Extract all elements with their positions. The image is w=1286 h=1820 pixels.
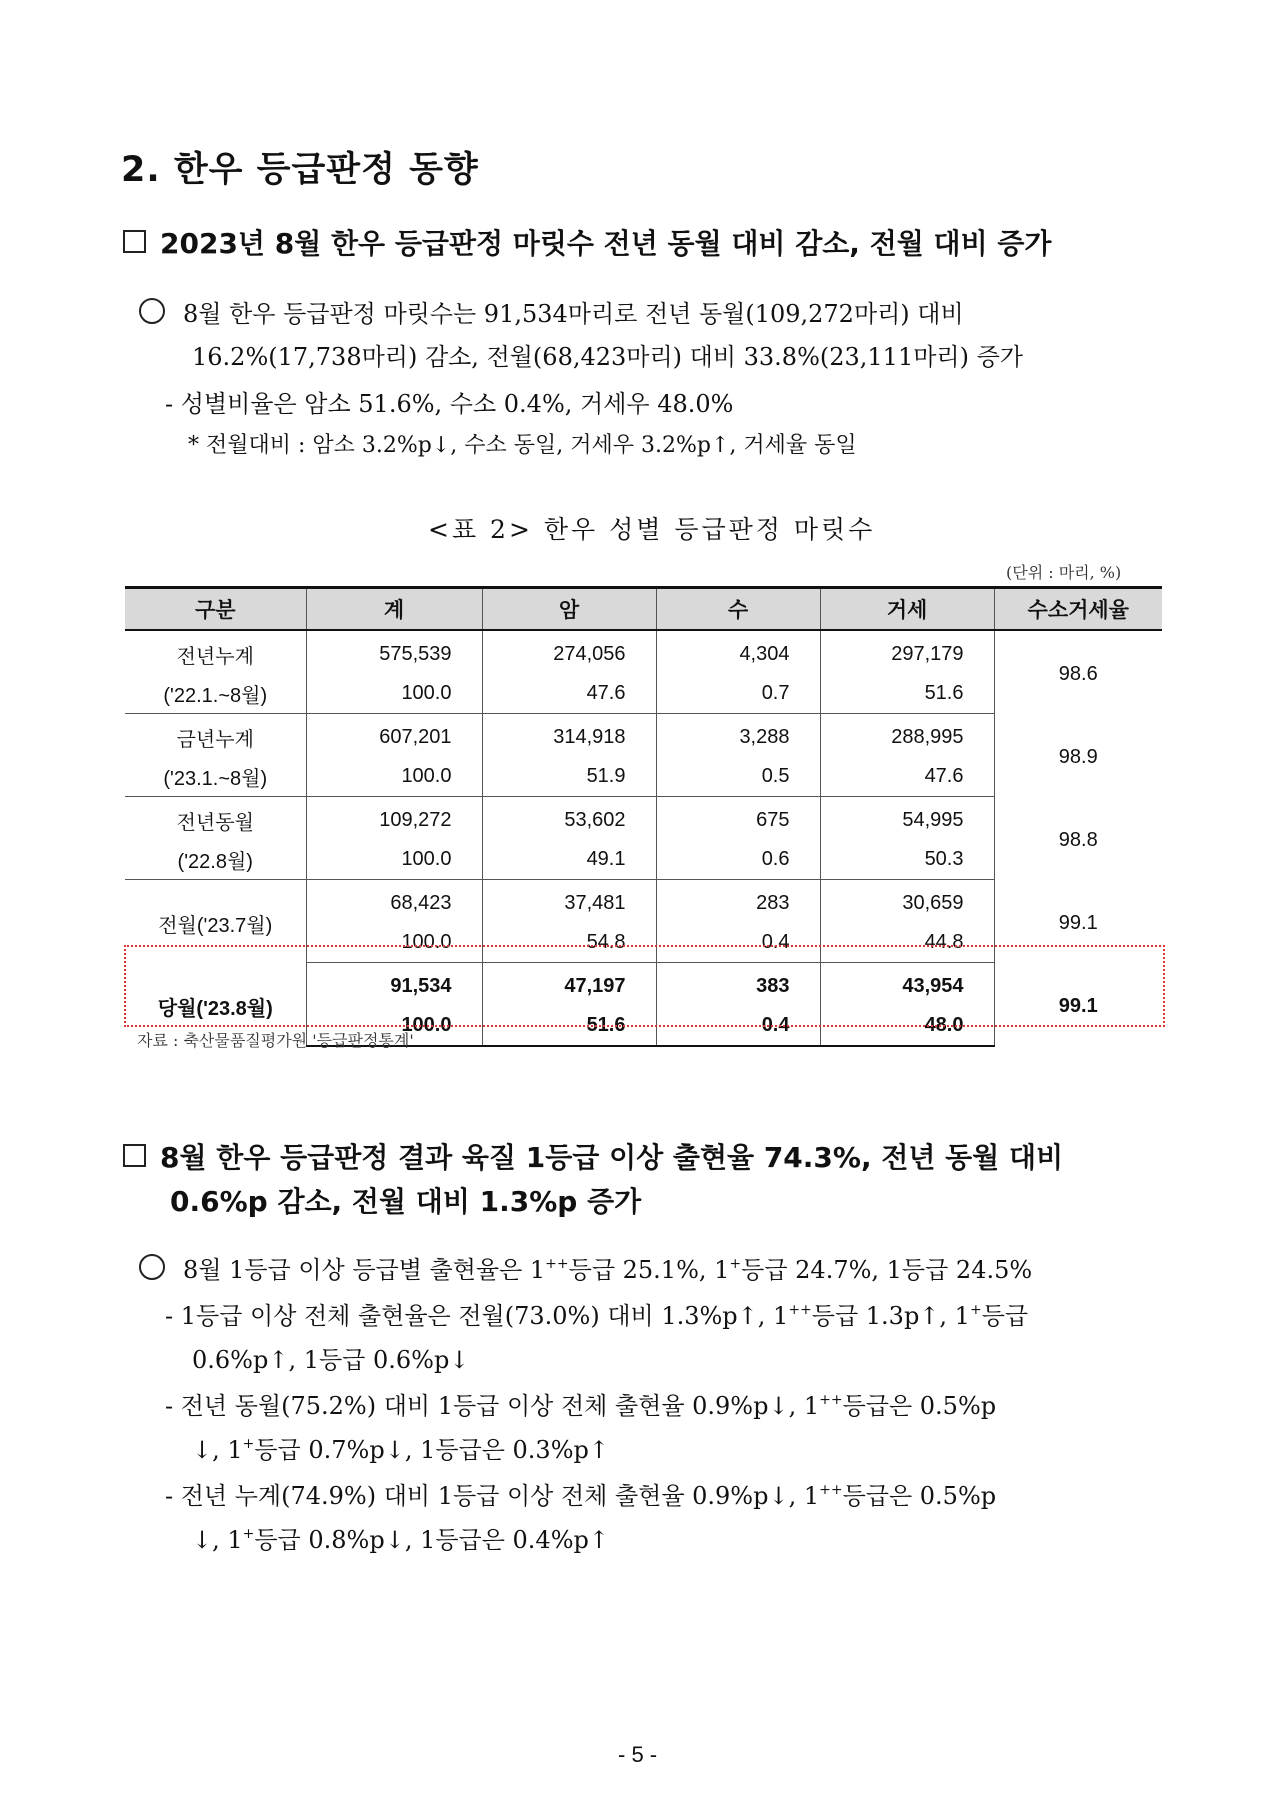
cell: 0.4 [656,1006,820,1046]
rate-cell: 99.1 [994,880,1162,963]
cell: 288,995 [820,714,994,758]
row-label: 전년동월 [125,797,306,841]
table-caption: <표 2> 한우 성별 등급판정 마릿수 [428,515,876,544]
paragraph-2-dash-3-line-2 [192,1520,609,1555]
cell: 47.6 [820,757,994,797]
header-total: 계 [306,588,482,631]
grading-table [125,586,1162,1047]
text-fragment: 등급 0.8%p↓, 1등급은 0.4%p↑ [254,1526,609,1554]
circle-bullet-icon [139,1254,165,1280]
superscript: ++ [819,1482,843,1498]
rate-cell: 98.8 [994,797,1162,880]
table-source: 자료 : 축산물품질평가원 '등급판정통계' [137,1031,414,1050]
text-fragment: - 전년 동월(75.2%) 대비 1등급 이상 전체 출현율 0.9%p↓, 1 [165,1392,820,1420]
text-fragment: 등급 24.7%, 1등급 24.5% [741,1256,1033,1284]
cell: 54.8 [482,923,656,963]
cell: 274,056 [482,630,656,674]
text-fragment: - 1등급 이상 전체 출현율은 전월(73.0%) 대비 1.3%p↑, 1 [165,1302,789,1330]
superscript: + [969,1302,982,1318]
header-castration-rate: 수소거세율 [994,588,1162,631]
text-fragment: 등급은 0.5%p [842,1392,997,1420]
table-row [125,630,1162,674]
page-number: - 5 - [618,1742,658,1767]
rate-cell: 99.1 [994,963,1162,1047]
row-label: 전년누계 [125,630,306,674]
superscript: ++ [788,1302,812,1318]
table-header-row [125,588,1162,631]
header-category: 구분 [125,588,306,631]
cell: 100.0 [306,757,482,797]
heading-2-line-1 [123,1136,1063,1176]
cell: 51.9 [482,757,656,797]
paragraph-1-line-1 [139,294,964,329]
text-fragment: 등급 1.3p↑, 1 [811,1302,970,1330]
cell: 675 [656,797,820,841]
section-title: 2. 한우 등급판정 동향 [121,150,479,190]
text-fragment: ↓, 1 [192,1436,243,1464]
paragraph-2-line-1 [139,1250,1032,1285]
superscript: ++ [545,1256,569,1272]
cell: 44.8 [820,923,994,963]
cell: 3,288 [656,714,820,758]
rate-cell: 98.6 [994,630,1162,714]
cell: 50.3 [820,840,994,880]
row-sublabel: ('22.8월) [125,840,306,880]
cell: 51.6 [820,674,994,714]
cell: 37,481 [482,880,656,924]
heading-1-text: 2023년 8월 한우 등급판정 마릿수 전년 동월 대비 감소, 전월 대비 증가 [160,227,1052,260]
cell: 4,304 [656,630,820,674]
paragraph-1-dash: - 성별비율은 암소 51.6%, 수소 0.4%, 거세우 48.0% [165,390,734,418]
cell: 91,534 [306,963,482,1007]
paragraph-2-dash-1 [165,1296,1028,1331]
text-fragment: ↓, 1 [192,1526,243,1554]
cell: 100.0 [306,1006,482,1046]
table-unit: (단위 : 마리, %) [1006,563,1122,582]
cell: 43,954 [820,963,994,1007]
cell: 54,995 [820,797,994,841]
row-sublabel: ('22.1.~8월) [125,674,306,714]
text-fragment: - 전년 누계(74.9%) 대비 1등급 이상 전체 출현율 0.9%p↓, 1 [165,1482,820,1510]
row-label: 당월('23.8월) [125,963,306,1047]
header-male: 수 [656,588,820,631]
header-female: 암 [482,588,656,631]
paragraph-2-dash-2 [165,1386,996,1421]
cell: 314,918 [482,714,656,758]
superscript: + [729,1256,742,1272]
table-row-current-month [125,963,1162,1007]
paragraph-2-dash-3 [165,1476,996,1511]
paragraph-1-text: 8월 한우 등급판정 마릿수는 91,534마리로 전년 동월(109,272마리) 대비 [183,300,964,328]
cell: 68,423 [306,880,482,924]
cell: 30,659 [820,880,994,924]
heading-2-line-2: 0.6%p 감소, 전월 대비 1.3%p 증가 [170,1185,642,1218]
table-row [125,714,1162,758]
superscript: + [242,1526,255,1542]
superscript: ++ [819,1392,843,1408]
table-row [125,880,1162,924]
row-label: 전월('23.7월) [125,880,306,963]
cell: 47,197 [482,963,656,1007]
cell: 53,602 [482,797,656,841]
cell: 0.6 [656,840,820,880]
cell: 0.4 [656,923,820,963]
cell: 607,201 [306,714,482,758]
cell: 283 [656,880,820,924]
cell: 49.1 [482,840,656,880]
cell: 100.0 [306,923,482,963]
cell: 297,179 [820,630,994,674]
heading-2-text: 8월 한우 등급판정 결과 육질 1등급 이상 출현율 74.3%, 전년 동월 대비 [160,1141,1064,1174]
cell: 0.7 [656,674,820,714]
cell: 575,539 [306,630,482,674]
cell: 0.5 [656,757,820,797]
table-row [125,797,1162,841]
cell: 109,272 [306,797,482,841]
superscript: + [242,1436,255,1452]
text-fragment: 등급은 0.5%p [842,1482,997,1510]
cell: 48.0 [820,1006,994,1046]
text-fragment: 등급 0.7%p↓, 1등급은 0.3%p↑ [254,1436,609,1464]
cell: 100.0 [306,674,482,714]
paragraph-1-note: * 전월대비 : 암소 3.2%p↓, 수소 동일, 거세우 3.2%p↑, 거세율 동일 [188,433,857,458]
rate-cell: 98.9 [994,714,1162,797]
header-steer: 거세 [820,588,994,631]
text-fragment: 등급 25.1%, 1 [568,1256,730,1284]
text-fragment: 등급 [981,1302,1029,1330]
circle-bullet-icon [139,298,165,324]
checkbox-square-icon [123,230,146,253]
heading-1 [123,222,1051,262]
cell: 100.0 [306,840,482,880]
cell: 47.6 [482,674,656,714]
paragraph-2-dash-1-line-2: 0.6%p↑, 1등급 0.6%p↓ [192,1346,470,1374]
cell: 383 [656,963,820,1007]
text-fragment: 8월 1등급 이상 등급별 출현율은 1 [183,1256,546,1284]
cell: 51.6 [482,1006,656,1046]
paragraph-2-dash-2-line-2 [192,1430,609,1465]
row-label: 금년누계 [125,714,306,758]
paragraph-1-line-2: 16.2%(17,738마리) 감소, 전월(68,423마리) 대비 33.8%(23,111마리) 증가 [192,343,1023,371]
row-sublabel: ('23.1.~8월) [125,757,306,797]
checkbox-square-icon [123,1144,146,1167]
